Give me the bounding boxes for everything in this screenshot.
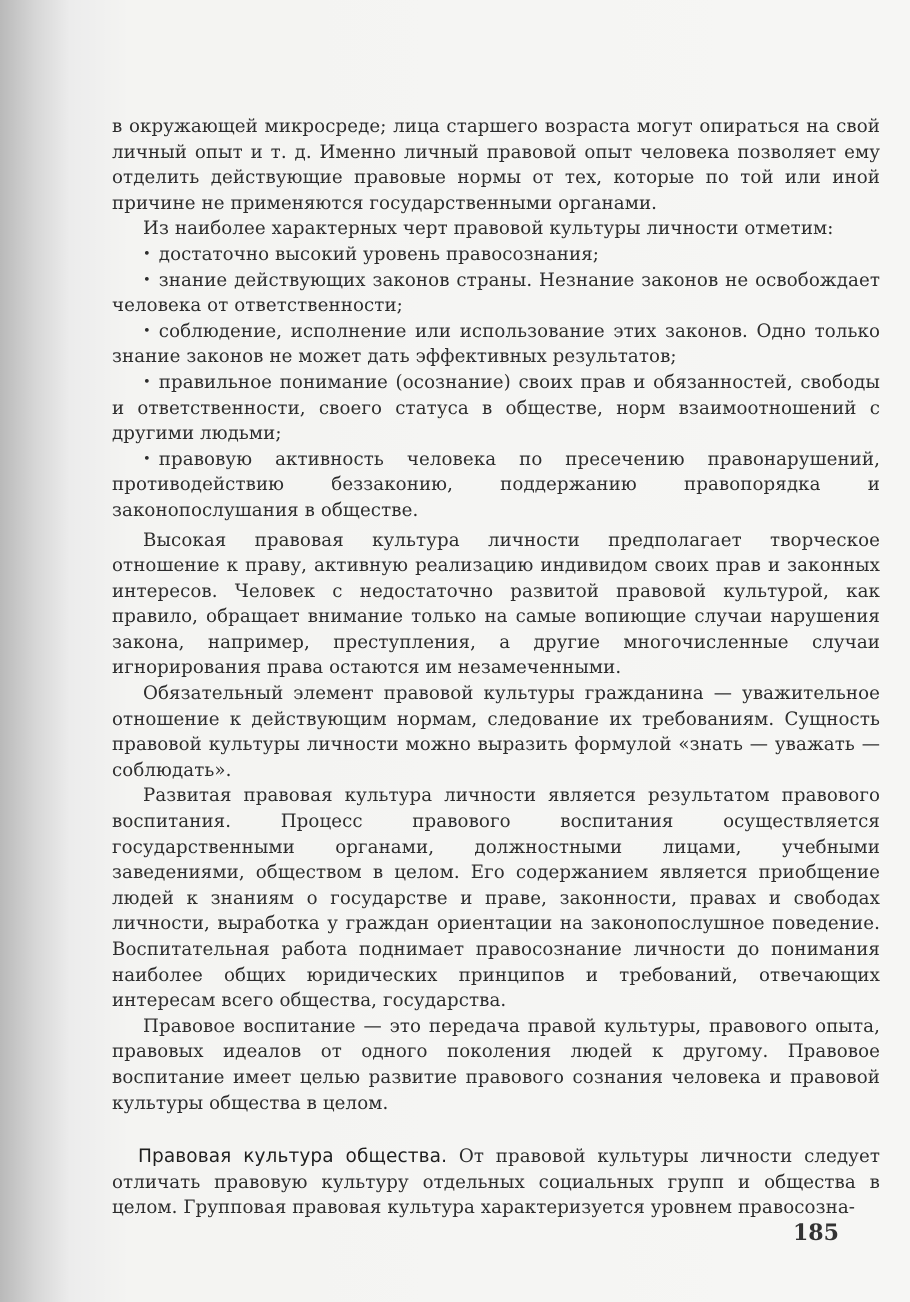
trait-text: знание действующих законов страны. Незнание законов не освобождает человека от ответственности; [112,269,880,317]
trait-item [112,447,880,524]
trait-text: правовую активность человека по пресечению правонарушений, противодействию беззаконию, поддержанию правопорядка и законопослушания в обществе. [112,448,880,521]
body-paragraph: Обязательный элемент правовой культуры гражданина — уважительное отношение к действующим нормам, следование их требованиям. Сущность правовой культуры личности можно выразить формулой «знать — уважать — соблюдать». [112,683,880,781]
page-text-block [112,114,880,1221]
body-paragraph: Правовое воспитание — это передача правой культуры, правового опыта, правовых идеалов от одного поколения людей к другому. Правовое воспитание имеет целью развитие правового сознания человека и правовой культуры общества в целом. [112,1015,880,1114]
trait-text: соблюдение, исполнение или использование этих законов. Одно только знание законов не может дать эффективных результатов; [112,320,880,368]
trait-item [112,370,880,447]
bullet-icon: • [143,246,151,262]
page-number: 185 [793,1220,839,1246]
trait-item [112,242,880,268]
section-text: От правовой культуры личности следует отличать правовую культуру отдельных социальных групп и общества в целом. Групповая правовая культура характеризуется уровнем правосозна- [112,1146,880,1219]
intro-paragraph: в окружающей микросреде; лица старшего возраста могут опираться на свой личный опыт и т. д. Именно личный правовой опыт человека позволяет ему отделить действующие правовые нормы от тех, которые по той или иной причине не применяются государственными органами. [112,116,880,214]
body-paragraph: Развитая правовая культура личности является результатом правового воспитания. Процесс правового воспитания осуществляется государственными органами, должностными лицами, учебными заведениями, обществом в целом. Его содержанием является приобщение людей к знаниям о государстве и праве, законности, правах и свободах личности, выработка у граждан ориентации на законопослушное поведение. Воспитательная работа поднимает правосознание личности до понимания наиболее общих юридических принципов и требований, отвечающих интересам всего общества, государства. [112,785,880,1012]
bullet-icon: • [143,323,151,339]
traits-lead: Из наиболее характерных черт правовой культуры личности отметим: [143,218,834,240]
bullet-icon: • [143,451,151,467]
bullet-icon: • [143,272,151,288]
section-heading: Правовая культура общества. [138,1146,448,1168]
trait-text: достаточно высокий уровень правосознания; [158,243,600,265]
trait-text: правильное понимание (осознание) своих прав и обязанностей, свободы и ответственности, своего статуса в обществе, норм взаимоотношений с другими людьми; [112,371,880,445]
trait-item [112,268,880,319]
body-paragraph: Высокая правовая культура личности предполагает творческое отношение к праву, активную реализацию индивидом своих прав и законных интересов. Человек с недостаточно развитой правовой культурой, как правило, обращает внимание только на самые вопиющие случаи нарушения закона, например, преступления, а другие многочисленные случаи игнорирования права остаются им незамеченными. [112,529,880,679]
section-paragraph [112,1144,880,1221]
trait-item [112,319,880,370]
bullet-icon: • [143,374,151,390]
